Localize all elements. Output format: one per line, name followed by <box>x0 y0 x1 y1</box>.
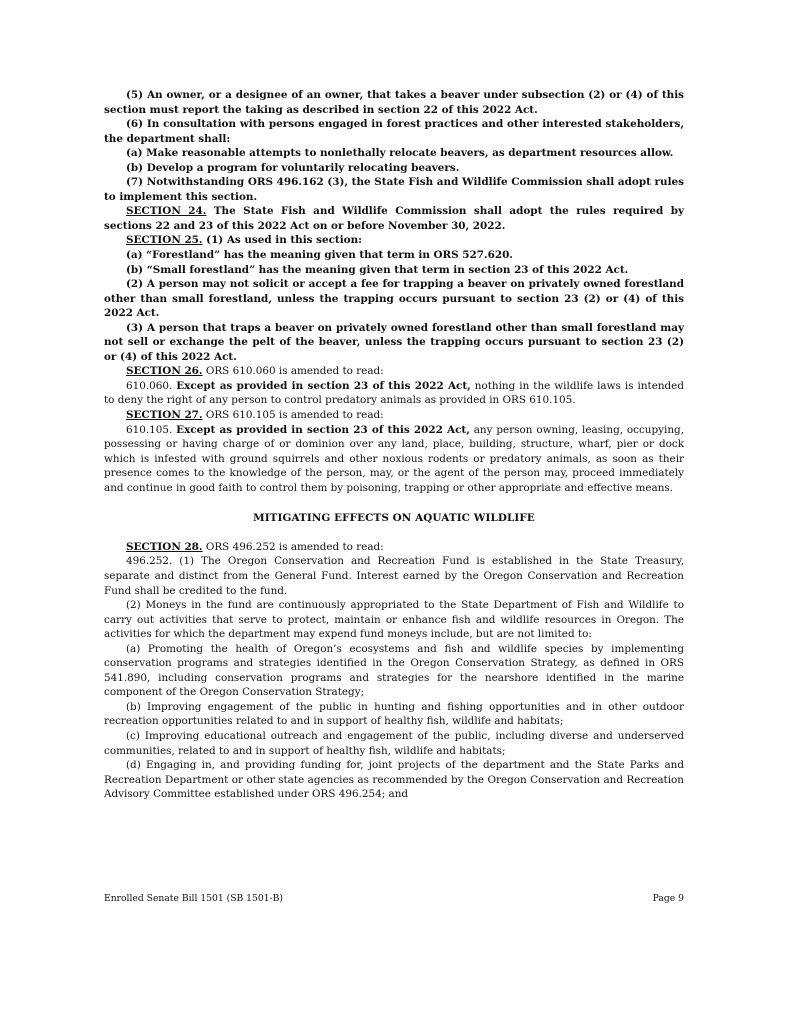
page-number: Page 9 <box>652 893 684 904</box>
section-28 <box>104 540 684 555</box>
paragraph-25-3: (3) A person that traps a beaver on privately owned forestland other than small forestland may not sell or exchange the pelt of the beaver, unless the trapping occurs pursuant to section 23 (2) or (4) of this 2022 Act. <box>104 321 684 363</box>
amendment-bold-text: Except as provided in section 23 of this 2022 Act, <box>176 379 471 392</box>
bill-identifier: Enrolled Senate Bill 1501 (SB 1501-B) <box>104 893 283 904</box>
paragraph-496-252-2c: (c) Improving educational outreach and engagement of the public, including diverse and underserved communities, related to and in support of healthy fish, wildlife and habitats; <box>104 729 684 757</box>
paragraph-496-252-2b: (b) Improving engagement of the public in hunting and fishing opportunities and in other outdoor recreation opportunities related to and in support of healthy fish, wildlife and habitats; <box>104 700 684 728</box>
paragraph-496-252-2d: (d) Engaging in, and providing funding for, joint projects of the department and the State Parks and Recreation Department or other state agencies as recommended by the Oregon Conservation and Recreation Advisory Committee established under ORS 496.254; and <box>104 759 684 801</box>
section-26-label: SECTION 26. <box>126 365 203 378</box>
statute-number: 610.060. <box>126 379 177 392</box>
paragraph-610-060 <box>104 379 684 408</box>
section-24-text: The State Fish and Wildlife Commission shall adopt the rules required by sections 22 and 23 of this 2022 Act on or before November 30, 2022. <box>104 205 685 232</box>
section-28-text: ORS 496.252 is amended to read: <box>202 540 384 553</box>
paragraph-subsection-6: (6) In consultation with persons engaged in forest practices and other interested stakeholders, the department shall: <box>104 118 684 145</box>
paragraph-subsection-5: (5) An owner, or a designee of an owner, that takes a beaver under subsection (2) or (4) of this section must report the taking as described in section 22 of this 2022 Act. <box>104 89 684 116</box>
section-28-label: SECTION 28. <box>126 540 203 553</box>
paragraph-6a: (a) Make reasonable attempts to nonlethally relocate beavers, as department resources allow. <box>126 147 674 160</box>
statute-text: nothing in the wildlife laws is intended to deny the right of any person to control predatory animals as provided in ORS 610.105. <box>104 379 684 407</box>
section-25-text: (1) As used in this section: <box>202 234 362 247</box>
document-page <box>104 88 684 802</box>
section-24-label: SECTION 24. <box>126 205 207 218</box>
section-25-label: SECTION 25. <box>126 234 203 247</box>
section-27-label: SECTION 27. <box>126 409 203 422</box>
paragraph-496-252-2: (2) Moneys in the fund are continuously appropriated to the State Department of Fish and Wildlife to carry out activities that serve to protect, maintain or enhance fish and wildlife resources in Oregon. The activities for which the department may expend fund moneys include, but are not limited to: <box>104 599 684 641</box>
paragraph-496-252-2a: (a) Promoting the health of Oregon’s ecosystems and fish and wildlife species by implementing conservation programs and strategies identified in the Oregon Conservation Strategy, as defined in ORS 541.890, including conservation programs and strategies for the nearshore identified in the marine component of the Oregon Conservation Strategy; <box>104 642 684 699</box>
paragraph-6b: (b) Develop a program for voluntarily relocating beavers. <box>126 161 460 174</box>
paragraph-25-1a: (a) “Forestland” has the meaning given that term in ORS 527.620. <box>126 249 513 262</box>
section-27 <box>104 408 684 423</box>
section-26 <box>104 364 684 379</box>
paragraph-subsection-7: (7) Notwithstanding ORS 496.162 (3), the State Fish and Wildlife Commission shall adopt rules to implement this section. <box>104 176 684 203</box>
section-24 <box>104 204 684 233</box>
statute-number: 610.105. <box>126 423 177 436</box>
page-footer <box>104 893 684 904</box>
section-heading: MITIGATING EFFECTS ON AQUATIC WILDLIFE <box>253 512 535 525</box>
section-27-text: ORS 610.105 is amended to read: <box>202 409 384 422</box>
statute-text: any person owning, leasing, occupying, possessing or having charge of or dominion over any land, place, building, structure, wharf, pier or dock which is infested with ground squirrels and other noxious rodents or predatory animals, as soon as their presence comes to the knowledge of the person, may, or the agent of the person may, proceed immediately and continue in good faith to control them by poisoning, trapping or other appropriate and effective means. <box>104 423 684 494</box>
paragraph-496-252-1: 496.252. (1) The Oregon Conservation and Recreation Fund is established in the State Treasury, separate and distinct from the General Fund. Interest earned by the Oregon Conservation and Recreation Fund shall be credited to the fund. <box>104 555 684 597</box>
paragraph-25-1b: (b) “Small forestland” has the meaning given that term in section 23 of this 2022 Act. <box>126 263 629 276</box>
section-26-text: ORS 610.060 is amended to read: <box>202 365 384 378</box>
paragraph-25-2: (2) A person may not solicit or accept a fee for trapping a beaver on privately owned forestland other than small forestland, unless the trapping occurs pursuant to section 23 (2) or (4) of this 2022 Act. <box>104 278 684 320</box>
paragraph-610-105 <box>104 423 684 496</box>
amendment-bold-text: Except as provided in section 23 of this 2022 Act, <box>176 423 470 436</box>
section-25 <box>104 233 684 248</box>
